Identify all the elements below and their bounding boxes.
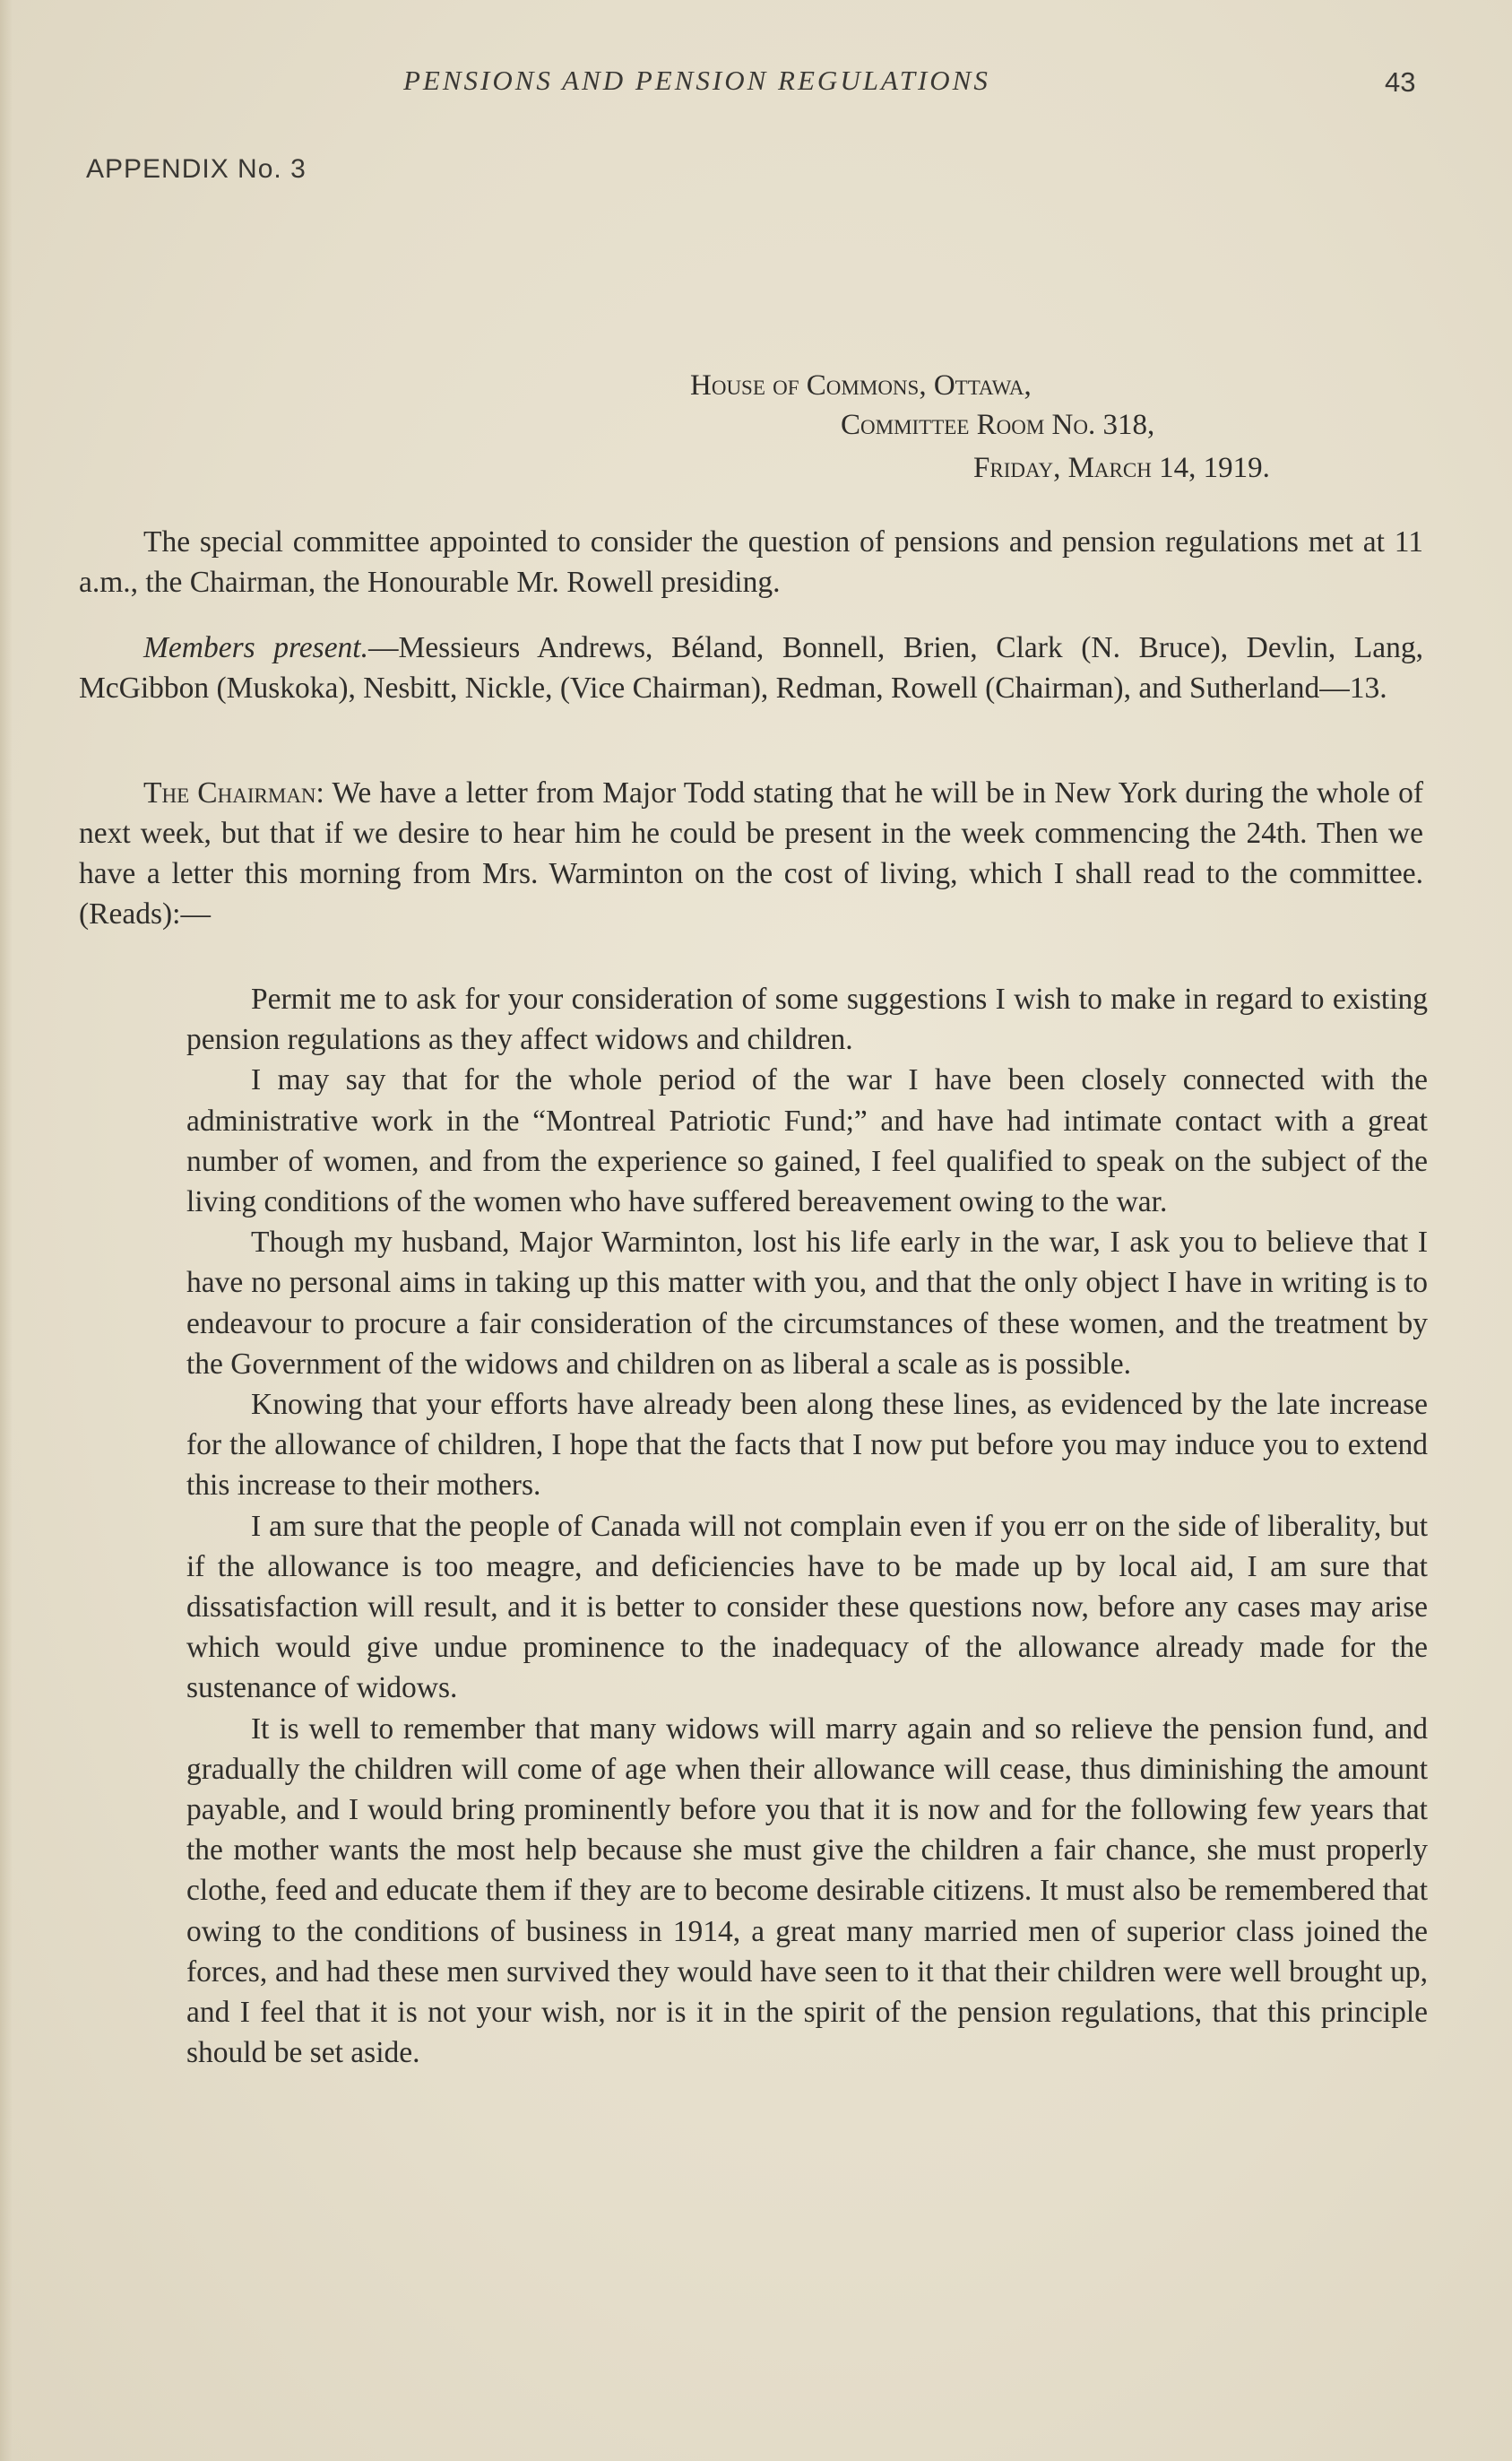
letter-paragraph: It is well to remember that many widows will marry again and so relieve the pension fund, and gradually the children will come of age when their allowance will cease, thus diminishing the amount payable, and I would bring prominently before you that it is now and for the following few years that the mother wants the most help because she must give the children a fair chance, she must properly clothe, feed and educate them if they are to become desirable citizens. It must also be remembered that owing to the conditions of business in 1914, a great many married men of superior class joined the forces, and had these men survived they would have seen to it that their children were well brought up, and I feel that it is not your wish, nor is it in the spirit of the pension regulations, that this principle should be set aside. [186, 1711, 1428, 2070]
letter-block [186, 979, 1428, 2073]
dateline-date-text: Friday, March 14, 1919. [973, 452, 1270, 484]
chairman-remarks: We have a letter from Major Todd stating that he will be in New York during the whole of next week, but that if we desire to hear him he could be present in the week commencing the 24th. Then we have a letter this morning from Mrs. Warminton on the cost of living, which I shall read to the committee. (Reads):— [79, 776, 1423, 931]
letter-paragraph: Permit me to ask for your consideration of some suggestions I wish to make in regard to existing pension regulations as they affect widows and children. [186, 983, 1428, 1057]
page-edge-shadow [0, 0, 13, 2461]
chairman-label: The Chairman: [143, 776, 324, 810]
letter-paragraph: Though my husband, Major Warminton, lost his life early in the war, I ask you to believe that I have no personal aims in taking up this matter with you, and that the only object I have in writing is to endeavour to procure a fair consideration of the circumstances of these women, and the treatment by the Government of the widows and children on as liberal a scale as is possible. [186, 1226, 1428, 1381]
letter-paragraph: I am sure that the people of Canada will not complain even if you err on the side of liberality, but if the allowance is too meagre, and deficiencies have to be made up by local aid, I am sure that dissatisfaction will result, and it is better to consider these questions now, before any cases may arise which would give undue prominence to the inadequacy of the allowance already made for the sustenance of widows. [186, 1509, 1428, 1705]
letter-paragraph: Knowing that your efforts have already been along these lines, as evidenced by the late increase for the allowance of children, I hope that the facts that I now put before you may induce you to extend this increase to their mothers. [186, 1388, 1428, 1503]
chairman-paragraph [79, 773, 1423, 934]
dateline-date [973, 452, 1270, 485]
appendix-label: APPENDIX No. 3 [86, 154, 307, 184]
letter-paragraph: I may say that for the whole period of the war I have been closely connected with the administrative work in the “Montreal Patriotic Fund;” and have had intimate contact with a great number of women, and from the experience so gained, I feel qualified to speak on the subject of the living conditions of the women who have suffered bereavement owing to the war. [186, 1063, 1428, 1219]
intro-paragraph: The special committee appointed to consider the question of pensions and pension regulations met at 11 a.m., the Chairman, the Honourable Mr. Rowell presiding. [79, 525, 1423, 599]
dateline-location: House of Commons, Ottawa, [690, 369, 1032, 402]
members-paragraph [79, 628, 1423, 708]
page-number: 43 [1385, 66, 1416, 98]
running-head: PENSIONS AND PENSION REGULATIONS [403, 65, 990, 96]
members-label: Members present. [143, 631, 368, 664]
members-list: —Messieurs Andrews, Béland, Bonnell, Brien, Clark (N. Bruce), Devlin, Lang, McGibbon (Muskoka), Nesbitt, Nickle, (Vice Chairman), Redman, Rowell (Chairman), and Sutherland—13. [79, 631, 1423, 705]
dateline-room: Committee Room No. 318, [841, 409, 1155, 441]
